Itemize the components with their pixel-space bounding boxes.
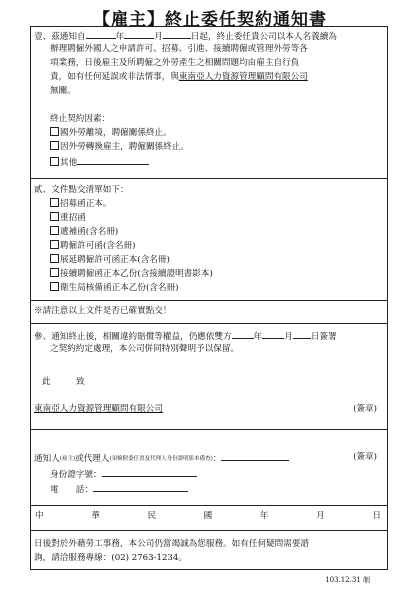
divider	[31, 505, 387, 506]
date-char: 國	[203, 511, 213, 521]
id-number-label: 身份證字號：	[50, 470, 102, 480]
year-label: 年	[253, 332, 263, 342]
closing-zhi: 致	[76, 377, 85, 387]
notifier-signature-blank[interactable]	[221, 451, 289, 461]
section3-line2: 之契約約定處理，本公司併同特別聲明予以保留。	[50, 344, 240, 354]
phone-line	[50, 482, 188, 498]
reason-transfer-checkbox[interactable]	[50, 141, 59, 150]
notifier-label: 通知人	[34, 454, 60, 464]
doc-item-checkbox[interactable]	[50, 240, 59, 249]
document-check-note: ※請注意以上文件是否已確實點交！	[34, 306, 172, 316]
doc-item	[50, 198, 112, 212]
doc-item-label: 遞補函(含名冊)	[60, 227, 119, 237]
date-char: 月	[316, 511, 325, 521]
section1-line5: 無關。	[50, 86, 76, 96]
doc-item-checkbox[interactable]	[50, 212, 59, 221]
doc-item-checkbox[interactable]	[50, 198, 59, 207]
doc-item-label: 重招函	[60, 213, 86, 223]
notifier-seal-label: (簽章)	[353, 452, 377, 462]
agent-note: (須檢附委任書及代理人身份證明影本備查)	[109, 456, 213, 462]
agent-label: 或代理人	[75, 454, 110, 464]
section3-text-a: 參、通知終止後，相關違約賠償等權益，仍應依雙方	[34, 332, 232, 342]
phone-blank[interactable]	[93, 482, 188, 492]
start-day-blank[interactable]	[163, 29, 191, 39]
doc-item-label: 接續聘僱函正本乙份(含接續證明書影本)	[60, 269, 213, 279]
service-line2: 詢，請洽服務專線：(02) 2763-1234。	[34, 553, 187, 563]
doc-item-checkbox[interactable]	[50, 268, 59, 277]
section1-line2: 辦理聘僱外國人之申請許可、招募、引進、接續聘僱或管理外勞等各	[50, 44, 308, 54]
contract-month-blank[interactable]	[262, 329, 284, 339]
month-label: 月	[284, 332, 293, 342]
id-number-blank[interactable]	[102, 467, 197, 477]
reason-other	[50, 155, 149, 171]
start-year-blank[interactable]	[86, 29, 116, 39]
doc-item-checkbox[interactable]	[50, 226, 59, 235]
divider	[31, 178, 387, 179]
termination-reasons-title: 終止契約因素：	[50, 114, 111, 124]
doc-item-label: 展延聘僱許可函正本(含名冊)	[60, 255, 170, 265]
company-name-underlined: 東南亞人力資源管理顧問有限公司	[178, 72, 308, 82]
document-title: 【雇主】終止委任契約通知書	[93, 10, 327, 30]
doc-item	[50, 240, 135, 254]
notifier-line: 通知人(雇主)或代理人(須檢附委任書及代理人身份證明影本備查)：	[34, 451, 289, 467]
reason-other-blank[interactable]	[77, 155, 149, 165]
doc-item	[50, 282, 178, 296]
reason-transfer-label: 因外勞轉換雇主，聘僱關係終止。	[60, 142, 189, 152]
divider	[31, 300, 387, 301]
company-name: 東南亞人力資源管理顧問有限公司	[34, 404, 163, 414]
contract-year-blank[interactable]	[232, 329, 254, 339]
reason-departure	[50, 127, 172, 141]
doc-item-label: 聘僱許可函(含名冊)	[60, 241, 136, 251]
reason-transfer	[50, 141, 189, 155]
section1-text-b: 日起，終止委任貴公司以本人名義續為	[190, 32, 337, 42]
reason-departure-label: 國外勞離境，聘僱關係終止。	[60, 128, 172, 138]
doc-item	[50, 212, 86, 226]
date-line	[35, 510, 381, 524]
divider	[31, 323, 387, 324]
year-label: 年	[115, 32, 125, 42]
section1-line3: 項業務，日後雇主及所聘僱之外勞產生之相關問題均由雇主自行負	[50, 58, 300, 68]
id-number-line	[50, 467, 197, 483]
doc-item-checkbox[interactable]	[50, 254, 59, 263]
divider	[31, 429, 387, 430]
service-line1: 日後對於外藉勞工事務，本公司仍當竭誠為您服務。如有任何疑問需要諮	[34, 539, 310, 549]
revision-date: 103.12.31 制	[325, 576, 370, 584]
date-char: 日	[372, 511, 381, 521]
doc-item	[50, 268, 213, 282]
doc-item	[50, 254, 170, 268]
section2-title: 貳、文件點交清單如下：	[34, 185, 129, 195]
phone-label: 電 話：	[50, 485, 93, 495]
date-char: 年	[259, 511, 269, 521]
reason-other-label: 其他	[60, 158, 78, 168]
contract-day-blank[interactable]	[293, 329, 311, 339]
doc-item-checkbox[interactable]	[50, 282, 59, 291]
date-char: 民	[147, 511, 157, 521]
notifier-role: (雇主)	[59, 456, 76, 462]
section3-text-b: 日簽署	[310, 332, 337, 342]
section1-text-a: 壹、茲通知自	[34, 32, 86, 42]
doc-item-label: 衛生局核備函正本乙份(含名冊)	[60, 283, 179, 293]
section1-text-c: 責，如有任何延誤或非法情事，與	[50, 72, 179, 82]
divider	[31, 530, 387, 531]
start-month-blank[interactable]	[124, 29, 154, 39]
date-char: 中	[35, 511, 44, 521]
company-seal-label: (簽章)	[353, 404, 377, 414]
section1-line4	[50, 71, 308, 85]
reason-departure-checkbox[interactable]	[50, 127, 59, 136]
notice-form-frame	[30, 26, 388, 570]
month-label: 月	[154, 32, 163, 42]
doc-item	[50, 226, 118, 240]
doc-item-label: 招募函正本。	[60, 199, 112, 209]
date-char: 華	[91, 511, 100, 521]
reason-other-checkbox[interactable]	[50, 157, 59, 166]
closing-ci: 此	[42, 377, 51, 387]
